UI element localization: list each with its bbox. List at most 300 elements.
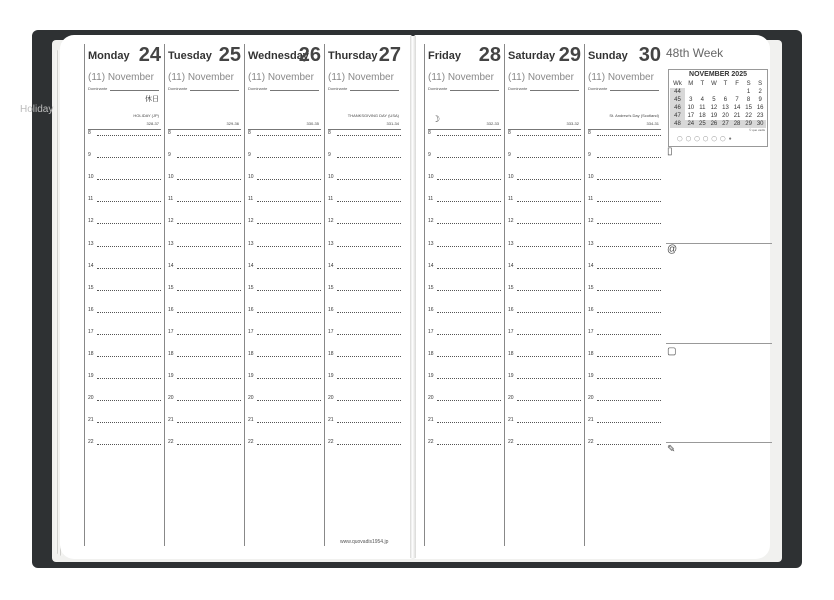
day-column-friday [424,36,504,556]
hour-slot[interactable] [588,313,661,335]
hour-slot[interactable] [428,136,501,158]
hour-label: 20 [328,395,334,402]
hour-slot[interactable] [508,379,581,401]
day-column-monday [84,36,164,556]
hour-label: 17 [168,328,174,335]
holiday-tag: Holiday [20,104,54,115]
hour-slot[interactable] [168,313,241,335]
hour-slot[interactable] [508,401,581,423]
day-of-year: 334-31 [646,121,659,126]
hour-slot[interactable] [428,291,501,313]
hour-slot[interactable] [508,269,581,291]
hour-label: 16 [248,306,254,313]
dominante-label: Dominante [88,86,108,91]
cal-cell: 46 [670,104,685,112]
cal-header-cell: S [746,81,751,87]
cal-cell: 10 [687,105,695,111]
hour-slot[interactable] [428,335,501,357]
hour-line [337,444,401,445]
hour-label: 15 [428,284,434,291]
day-name: Friday [428,50,462,62]
hour-label: 22 [168,439,174,446]
hour-slot[interactable] [508,202,581,224]
cal-cell [697,88,709,96]
hour-slot[interactable] [328,225,401,247]
day-note: St. Andrew's Day (Scotland) [609,113,659,118]
hour-label: 21 [428,417,434,424]
hour-label: 12 [248,218,254,225]
spine-gutter [410,36,416,558]
hour-label: 11 [168,196,174,203]
hour-slot[interactable] [428,114,501,136]
notes-divider [666,243,772,244]
hour-slot[interactable] [168,423,241,445]
cal-cell: 3 [689,97,693,103]
notes-divider [666,442,772,443]
day-name: Sunday [588,50,628,62]
hour-label: 14 [88,262,94,269]
hour-slot[interactable] [328,158,401,180]
hour-slot[interactable] [588,180,661,202]
hour-label: 22 [88,439,94,446]
hour-label: 18 [168,351,174,357]
hour-label: 10 [168,174,174,181]
hour-slot[interactable] [428,401,501,423]
cal-cell: 26 [708,120,720,128]
hour-slot[interactable] [428,379,501,401]
hour-slot[interactable] [248,313,321,335]
hour-label: 21 [508,417,514,424]
hour-slot[interactable] [428,158,501,180]
hour-slot[interactable] [168,247,241,269]
cal-cell: 1 [746,89,751,95]
publisher-url: www.quovadis1954.jp [340,539,389,545]
day-note: HOLIDAY (JP) [133,113,159,118]
hour-label: 16 [428,306,434,313]
day-divider [424,44,425,546]
hour-slot[interactable] [248,291,321,313]
hour-label: 13 [328,240,334,247]
hour-slot[interactable] [588,225,661,247]
hour-slot[interactable] [168,114,241,136]
cal-header-cell: M [688,81,694,87]
hour-slot[interactable] [248,335,321,357]
hour-slot[interactable] [248,136,321,158]
day-month: (11) November [588,72,654,83]
day-divider [164,44,165,546]
hour-label: 20 [428,395,434,402]
hour-slot[interactable] [248,202,321,224]
week-num: 48 [666,46,680,60]
cal-cell: 28 [731,120,743,128]
hour-slot[interactable] [168,158,241,180]
mini-calendar [668,69,768,147]
hour-slot[interactable] [168,136,241,158]
hour-label: 19 [168,373,174,380]
cal-header-cell: S [758,81,763,87]
hour-slot[interactable] [588,114,661,136]
hour-label: 9 [588,152,591,159]
day-month: (11) November [508,72,574,83]
phone-icon: ▯ [667,146,673,157]
hour-slot[interactable] [428,180,501,202]
hour-label: 14 [248,262,254,269]
hour-label: 8 [508,130,511,136]
hour-label: 9 [508,152,511,159]
dominante-label: Dominante [508,86,528,91]
hour-label: 15 [168,284,174,291]
day-of-year: 333-32 [566,121,579,126]
hour-line [437,444,501,445]
hour-slot[interactable] [88,158,161,180]
hour-slot[interactable] [168,335,241,357]
hour-label: 17 [508,328,514,335]
hour-slot[interactable] [328,357,401,379]
day-column-tuesday [164,36,244,556]
cal-cell: 18 [699,113,706,119]
hour-label: 14 [428,262,434,269]
hour-label: 16 [508,306,514,313]
hour-slot[interactable] [168,357,241,379]
hour-slot[interactable] [168,202,241,224]
hour-slot[interactable] [168,180,241,202]
cal-cell: 20 [722,113,729,119]
hour-label: 14 [588,262,594,269]
hour-line [177,444,241,445]
hour-label: 17 [328,328,334,335]
hour-line [597,444,661,445]
hour-slot[interactable] [248,379,321,401]
cal-cell: 11 [699,105,706,111]
hour-label: 19 [508,373,514,380]
hour-slot[interactable] [248,269,321,291]
hour-slot[interactable] [248,423,321,445]
hour-slot[interactable] [508,158,581,180]
hour-slot[interactable] [588,247,661,269]
hour-slot[interactable] [248,158,321,180]
hour-label: 10 [508,174,514,181]
moon-phases: ◯◯◯◯◯◯● [677,136,735,142]
dominante-line [110,90,159,91]
day-number: 25 [218,44,241,66]
cal-cell: 45 [670,96,685,104]
hour-label: 21 [248,417,254,424]
hour-slot[interactable] [88,335,161,357]
hour-label: 18 [248,351,254,357]
cal-cell: 9 [758,97,762,103]
hour-slot[interactable] [428,313,501,335]
hour-label: 11 [588,196,594,203]
hour-slot[interactable] [508,357,581,379]
hour-slot[interactable] [168,291,241,313]
hour-label: 18 [588,351,594,357]
hour-slot[interactable] [588,357,661,379]
hour-label: 8 [328,130,331,136]
hour-slot[interactable] [88,136,161,158]
day-column-saturday [504,36,584,556]
cal-cell: 8 [746,97,751,103]
hour-slot[interactable] [88,401,161,423]
cal-header-cell: F [735,81,739,87]
hour-slot[interactable] [508,114,581,136]
day-divider [84,44,85,546]
hour-label: 9 [88,152,91,159]
hour-label: 19 [328,373,334,380]
day-number: 26 [298,44,321,66]
hour-label: 10 [328,174,334,181]
hour-slot[interactable] [428,247,501,269]
cal-cell [720,88,732,96]
day-month: (11) November [88,72,154,83]
hour-label: 18 [428,351,434,357]
hour-label: 13 [88,240,94,247]
hour-slot[interactable] [88,225,161,247]
hour-label: 20 [88,395,94,402]
cal-cell [731,88,743,96]
hour-label: 19 [248,373,254,380]
hour-label: 13 [248,240,254,247]
hour-slot[interactable] [168,269,241,291]
hour-slot[interactable] [588,202,661,224]
cal-cell: 25 [697,120,709,128]
dominante-line [270,90,319,91]
hour-label: 15 [88,284,94,291]
day-number: 24 [138,44,161,66]
hour-slot[interactable] [588,335,661,357]
hour-slot[interactable] [328,136,401,158]
hour-slot[interactable] [88,379,161,401]
hour-slot[interactable] [328,114,401,136]
hour-label: 14 [508,262,514,269]
mini-calendar-grid [670,80,766,128]
hour-slot[interactable] [88,247,161,269]
day-month: (11) November [428,72,494,83]
hour-slot[interactable] [508,313,581,335]
hour-slot[interactable] [428,269,501,291]
day-name: Wednesday [248,50,309,62]
hour-label: 15 [328,284,334,291]
hour-slot[interactable] [508,335,581,357]
hour-slot[interactable] [428,225,501,247]
moon-icon: ☽ [432,114,441,124]
dominante-label: Dominante [248,86,268,91]
hour-label: 8 [248,130,251,136]
hour-slot[interactable] [428,202,501,224]
hour-slot[interactable] [88,114,161,136]
cal-header-cell: Wk [673,81,682,87]
cal-cell: 23 [756,113,764,119]
cal-cell: 6 [723,97,728,103]
dominante-line [610,90,659,91]
hour-label: 17 [588,328,594,335]
hour-slot[interactable] [508,136,581,158]
hour-slot[interactable] [328,313,401,335]
hour-slot[interactable] [328,269,401,291]
hour-slot[interactable] [88,423,161,445]
hour-label: 12 [428,218,434,225]
cal-header-cell: W [711,81,717,87]
hour-label: 20 [508,395,514,402]
hour-slot[interactable] [508,180,581,202]
hour-slot[interactable] [508,423,581,445]
hour-slot[interactable] [588,291,661,313]
hour-label: 15 [248,284,254,291]
pencil-icon: ✎ [667,444,676,455]
hour-slot[interactable] [588,158,661,180]
cal-cell: 22 [745,113,752,119]
hour-label: 21 [88,417,94,424]
cal-cell: 7 [735,97,739,103]
cal-cell: 30 [754,120,766,128]
cal-cell: 27 [720,120,732,128]
hour-slot[interactable] [588,423,661,445]
cal-cell: 16 [756,105,764,111]
hour-label: 8 [588,130,591,136]
hour-label: 16 [168,306,174,313]
hour-label: 11 [328,196,334,203]
cal-cell [685,88,697,96]
dominante-label: Dominante [588,86,608,91]
hour-slot[interactable] [328,379,401,401]
cal-cell: 2 [758,89,762,95]
hour-label: 15 [588,284,594,291]
hour-slot[interactable] [508,247,581,269]
hour-label: 8 [428,130,431,136]
cal-cell: 4 [700,97,705,103]
hour-label: 11 [428,196,434,203]
hour-slot[interactable] [88,269,161,291]
dominante-line [190,90,239,91]
hour-slot[interactable] [248,114,321,136]
hour-slot[interactable] [428,357,501,379]
cal-header-cell: T [700,81,705,87]
hour-slot[interactable] [328,423,401,445]
hour-label: 9 [168,152,171,159]
cal-cell [708,88,720,96]
hour-label: 12 [168,218,174,225]
hour-slot[interactable] [168,379,241,401]
dominante-label: Dominante [328,86,348,91]
day-note: THANKSGIVING DAY (USA) [347,113,399,118]
hour-slot[interactable] [88,357,161,379]
hour-slot[interactable] [248,401,321,423]
day-divider [584,44,585,546]
dominante-label: Dominante [428,86,448,91]
hour-slot[interactable] [328,335,401,357]
hour-label: 9 [428,152,431,159]
hour-slot[interactable] [248,247,321,269]
hour-slot[interactable] [508,225,581,247]
hour-slot[interactable] [88,313,161,335]
hour-label: 20 [248,395,254,402]
hour-slot[interactable] [588,269,661,291]
hour-slot[interactable] [248,180,321,202]
cal-cell: 21 [733,113,741,119]
hour-slot[interactable] [428,423,501,445]
day-name: Thursday [328,50,378,62]
dominante-label: Dominante [168,86,188,91]
hour-slot[interactable] [168,401,241,423]
day-name: Monday [88,50,130,62]
hour-label: 18 [328,351,334,357]
day-name: Saturday [508,50,556,62]
hour-slot[interactable] [328,180,401,202]
hour-label: 8 [88,130,91,136]
hour-label: 17 [248,328,254,335]
dominante-line [350,90,399,91]
day-of-year: 328-37 [146,121,159,126]
hour-slot[interactable] [248,357,321,379]
hour-label: 22 [508,439,514,446]
cal-cell: 14 [733,105,741,111]
hour-line [517,444,581,445]
hour-label: 20 [168,395,174,402]
hour-slot[interactable] [588,401,661,423]
hour-label: 18 [88,351,94,357]
hour-slot[interactable] [168,225,241,247]
day-of-year: 329-36 [226,121,239,126]
cal-cell: 5 [712,97,716,103]
cal-cell: 44 [670,88,685,96]
copyright: © quo vadis [749,128,765,132]
hour-label: 11 [508,196,514,203]
hour-label: 17 [88,328,94,335]
hour-slot[interactable] [88,180,161,202]
hour-label: 16 [588,306,594,313]
hour-slot[interactable] [88,291,161,313]
hour-label: 21 [328,417,334,424]
hour-slot[interactable] [508,291,581,313]
cal-header-cell: T [723,81,728,87]
hour-slot[interactable] [248,225,321,247]
hour-label: 11 [88,196,94,203]
day-month: (11) November [248,72,314,83]
day-month: (11) November [168,72,234,83]
holiday-kanji: 休日 [145,96,159,103]
hour-label: 13 [168,240,174,247]
cal-cell: 12 [710,105,718,111]
day-of-year: 331-34 [386,121,399,126]
hour-slot[interactable] [588,379,661,401]
hour-label: 10 [428,174,434,181]
hour-label: 20 [588,395,594,402]
hour-label: 14 [328,262,334,269]
day-divider [504,44,505,546]
hour-slot[interactable] [328,247,401,269]
hour-slot[interactable] [328,202,401,224]
hour-label: 17 [428,328,434,335]
day-divider [244,44,245,546]
day-month: (11) November [328,72,394,83]
dominante-line [450,90,499,91]
hour-slot[interactable] [588,136,661,158]
cal-cell: 29 [743,120,755,128]
notes-divider [666,343,772,344]
day-column-thursday [324,36,404,556]
hour-slot[interactable] [328,291,401,313]
hour-label: 9 [248,152,251,159]
hour-slot[interactable] [328,401,401,423]
day-divider [324,44,325,546]
hour-label: 10 [88,174,94,181]
hour-label: 18 [508,351,514,357]
cal-cell: 19 [710,113,718,119]
hour-slot[interactable] [88,202,161,224]
hour-label: 22 [588,439,594,446]
hour-label: 16 [328,306,334,313]
week-suffix: th Week [679,46,724,60]
day-number: 27 [378,44,401,66]
